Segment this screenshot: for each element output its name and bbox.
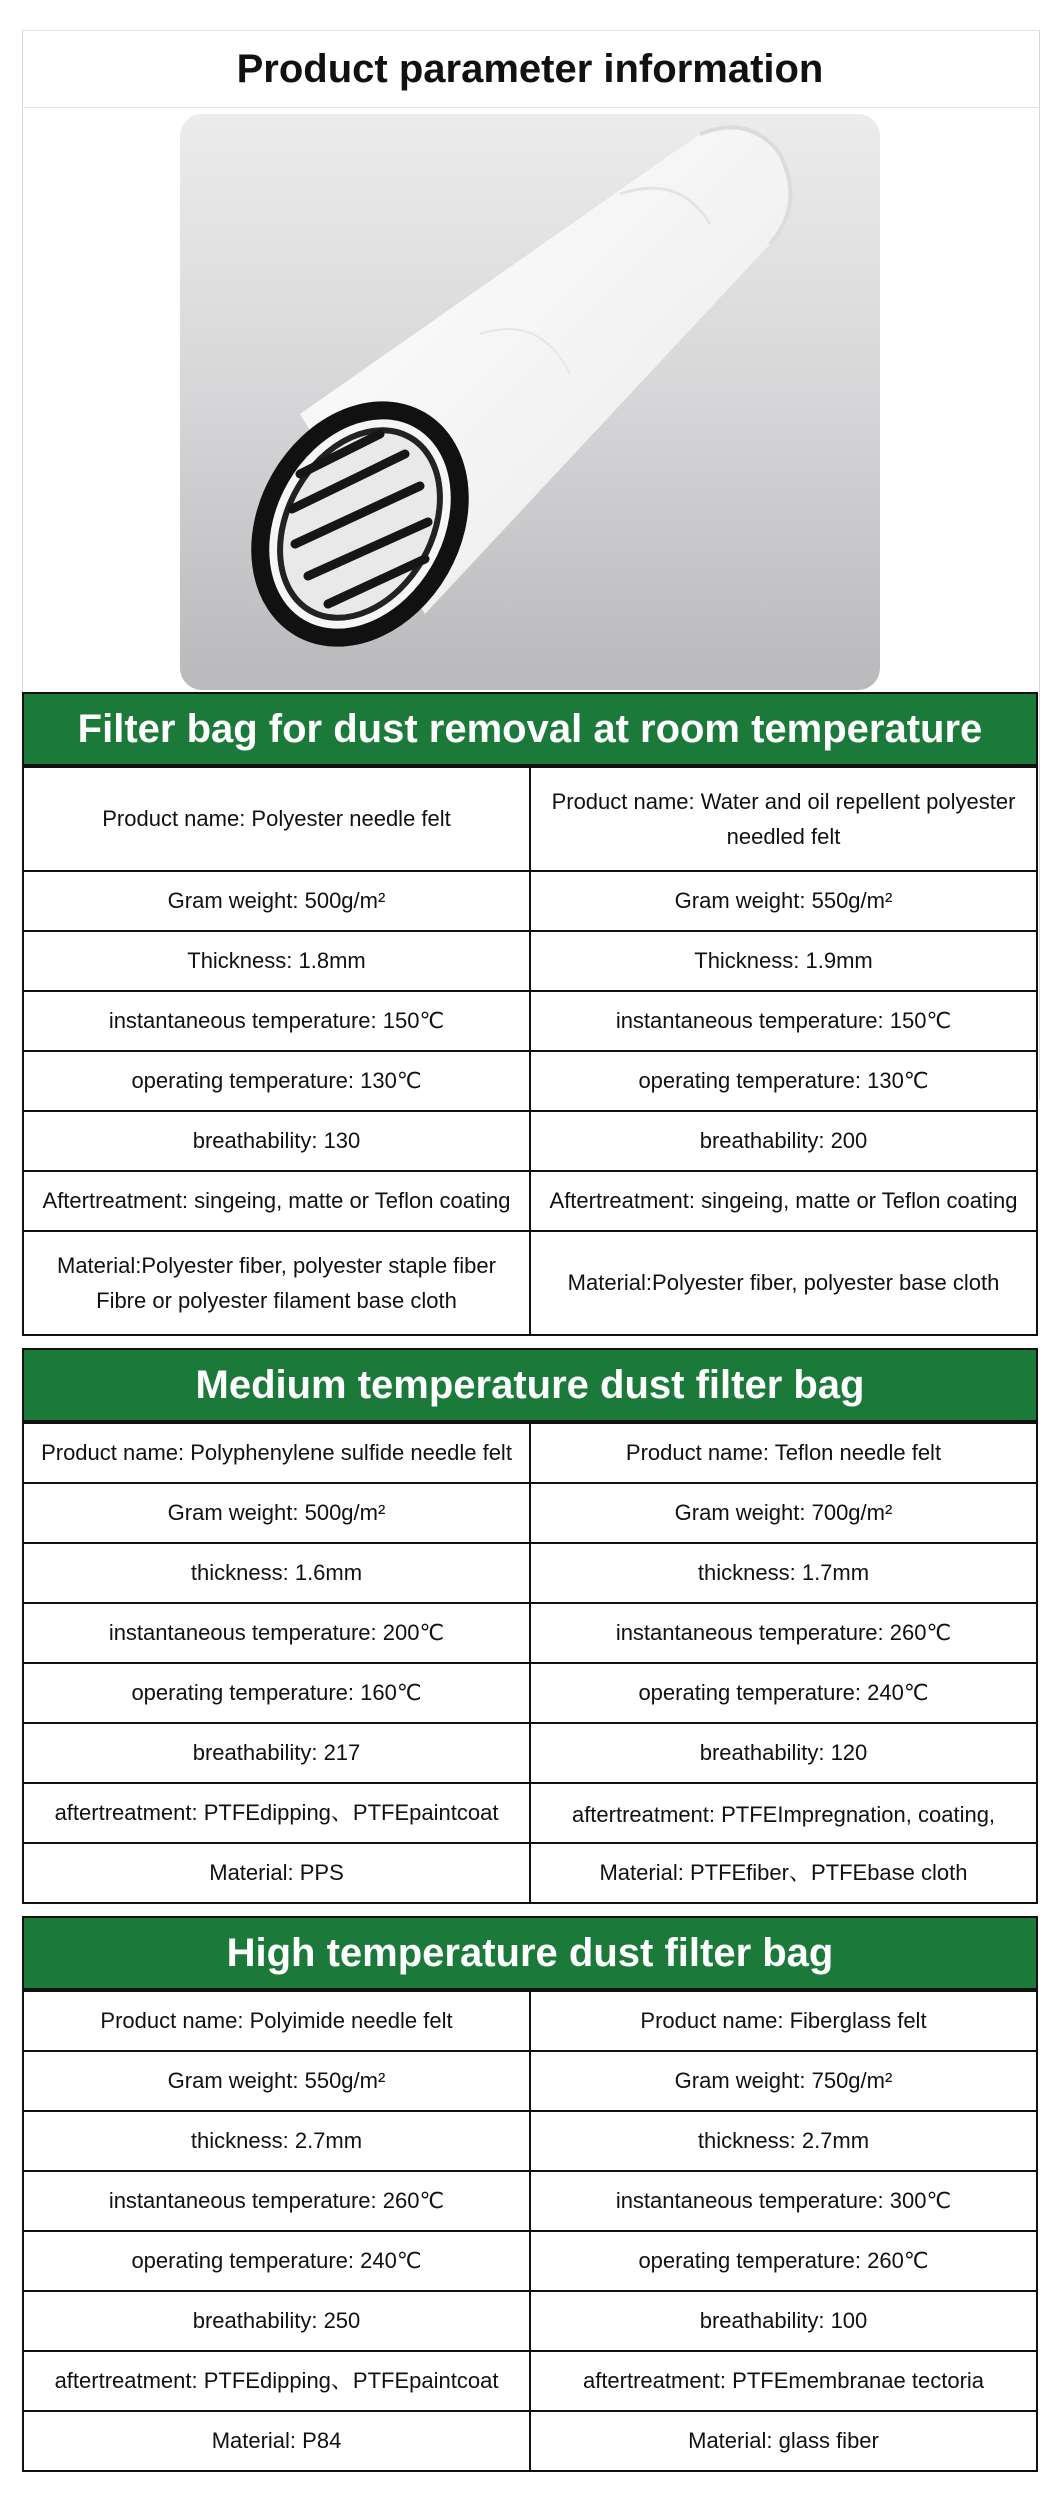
param-cell: Thickness: 1.8mm	[23, 931, 530, 991]
param-cell: breathability: 200	[530, 1111, 1037, 1171]
table-row	[23, 1723, 1037, 1783]
param-cell: thickness: 2.7mm	[23, 2111, 530, 2171]
param-cell: breathability: 130	[23, 1111, 530, 1171]
param-cell: Material: P84	[23, 2411, 530, 2471]
param-cell: Gram weight: 550g/m²	[23, 2051, 530, 2111]
parameter-table	[22, 1422, 1038, 1904]
table-row	[23, 2231, 1037, 2291]
param-cell: Product name: Polyimide needle felt	[23, 1991, 530, 2051]
table-row	[23, 1051, 1037, 1111]
param-cell: operating temperature: 160℃	[23, 1663, 530, 1723]
param-cell: Aftertreatment: singeing, matte or Teflon coating	[530, 1171, 1037, 1231]
section-high-temperature	[22, 1916, 1038, 2472]
table-row	[23, 2051, 1037, 2111]
section-medium-temperature	[22, 1348, 1038, 1904]
table-row	[23, 1603, 1037, 1663]
table-row	[23, 931, 1037, 991]
param-cell: instantaneous temperature: 150℃	[23, 991, 530, 1051]
table-row	[23, 2291, 1037, 2351]
param-cell: thickness: 2.7mm	[530, 2111, 1037, 2171]
table-row	[23, 2111, 1037, 2171]
param-cell: breathability: 100	[530, 2291, 1037, 2351]
param-cell-text: aftertreatment: PTFEImpregnation, coating,	[571, 1802, 996, 1827]
param-cell: thickness: 1.6mm	[23, 1543, 530, 1603]
param-cell: Product name: Water and oil repellent polyester needled felt	[530, 767, 1037, 871]
param-cell: operating temperature: 260℃	[530, 2231, 1037, 2291]
param-cell: instantaneous temperature: 260℃	[23, 2171, 530, 2231]
param-cell: Material: glass fiber	[530, 2411, 1037, 2471]
table-row	[23, 991, 1037, 1051]
param-cell: Product name: Fiberglass felt	[530, 1991, 1037, 2051]
param-cell	[530, 1783, 1037, 1843]
param-cell: Gram weight: 500g/m²	[23, 1483, 530, 1543]
param-cell: Gram weight: 700g/m²	[530, 1483, 1037, 1543]
table-row	[23, 1991, 1037, 2051]
param-cell: Gram weight: 750g/m²	[530, 2051, 1037, 2111]
param-cell: instantaneous temperature: 300℃	[530, 2171, 1037, 2231]
table-row	[23, 767, 1037, 871]
section-title: Medium temperature dust filter bag	[22, 1348, 1038, 1422]
param-cell: Material:Polyester fiber, polyester base cloth	[530, 1231, 1037, 1335]
table-row	[23, 1843, 1037, 1903]
param-cell: Material: PTFEfiber、PTFEbase cloth	[530, 1843, 1037, 1903]
param-cell: Material:Polyester fiber, polyester staple fiber Fibre or polyester filament base cloth	[23, 1231, 530, 1335]
param-cell: Product name: Polyphenylene sulfide needle felt	[23, 1423, 530, 1483]
param-cell: operating temperature: 130℃	[530, 1051, 1037, 1111]
param-cell: breathability: 250	[23, 2291, 530, 2351]
table-row	[23, 1543, 1037, 1603]
param-cell: operating temperature: 240℃	[530, 1663, 1037, 1723]
table-row	[23, 1783, 1037, 1843]
param-cell: Gram weight: 550g/m²	[530, 871, 1037, 931]
parameter-table	[22, 1990, 1038, 2472]
param-cell: operating temperature: 130℃	[23, 1051, 530, 1111]
page-title: Product parameter information	[22, 30, 1038, 108]
table-row	[23, 871, 1037, 931]
table-row	[23, 1663, 1037, 1723]
param-cell: Material: PPS	[23, 1843, 530, 1903]
param-cell: aftertreatment: PTFEmembranae tectoria	[530, 2351, 1037, 2411]
param-cell: Product name: Polyester needle felt	[23, 767, 530, 871]
table-row	[23, 1111, 1037, 1171]
param-cell: breathability: 120	[530, 1723, 1037, 1783]
table-row	[23, 2351, 1037, 2411]
param-cell: operating temperature: 240℃	[23, 2231, 530, 2291]
param-cell: Aftertreatment: singeing, matte or Teflon coating	[23, 1171, 530, 1231]
param-cell: thickness: 1.7mm	[530, 1543, 1037, 1603]
param-cell: instantaneous temperature: 200℃	[23, 1603, 530, 1663]
table-row	[23, 1231, 1037, 1335]
param-cell: Gram weight: 500g/m²	[23, 871, 530, 931]
section-title: Filter bag for dust removal at room temperature	[22, 692, 1038, 766]
table-row	[23, 1423, 1037, 1483]
table-row	[23, 2171, 1037, 2231]
param-cell: aftertreatment: PTFEdipping、PTFEpaintcoat	[23, 1783, 530, 1843]
filter-bag-photo	[180, 114, 880, 690]
param-cell: Thickness: 1.9mm	[530, 931, 1037, 991]
parameter-table	[22, 766, 1038, 1336]
section-room-temperature	[22, 692, 1038, 1336]
table-row	[23, 1171, 1037, 1231]
param-cell: instantaneous temperature: 150℃	[530, 991, 1037, 1051]
section-title: High temperature dust filter bag	[22, 1916, 1038, 1990]
param-cell: instantaneous temperature: 260℃	[530, 1603, 1037, 1663]
param-cell: aftertreatment: PTFEdipping、PTFEpaintcoat	[23, 2351, 530, 2411]
table-row	[23, 1483, 1037, 1543]
param-cell: breathability: 217	[23, 1723, 530, 1783]
table-row	[23, 2411, 1037, 2471]
param-cell: Product name: Teflon needle felt	[530, 1423, 1037, 1483]
